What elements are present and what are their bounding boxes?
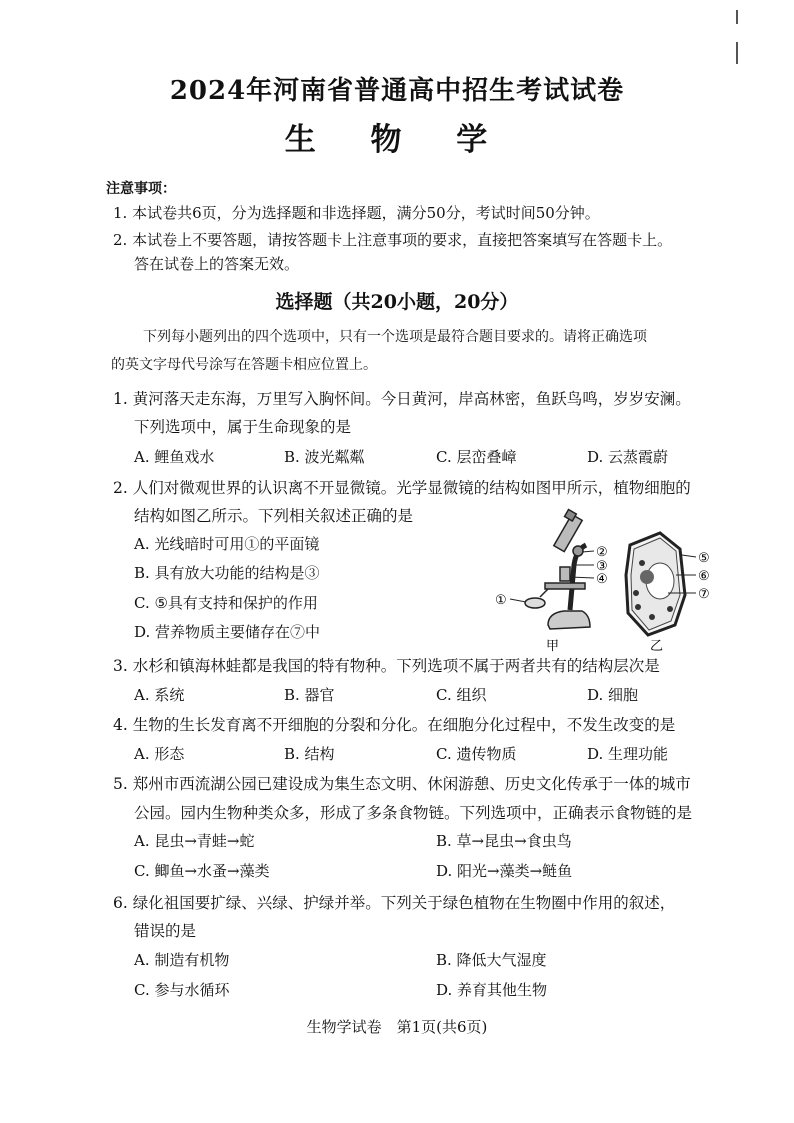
label-4: ④ xyxy=(596,572,608,587)
label-3: ③ xyxy=(596,559,608,574)
scan-mark-top xyxy=(736,10,738,24)
subject-title: 生 物 学 xyxy=(284,122,510,158)
notice-item-2-line-1: 2. 本试卷上不要答题，请按答题卡上注意事项的要求，直接把答案填写在答题卡上。 xyxy=(113,231,673,249)
question-2-line-1: 2. 人们对微观世界的认识离不开显微镜。光学显微镜的结构如图甲所示，植物细胞的 xyxy=(113,479,691,497)
question-3-option-b: B. 器官 xyxy=(284,686,335,704)
label-1: ① xyxy=(495,593,507,608)
question-2-line-2: 结构如图乙所示。下列相关叙述正确的是 xyxy=(134,507,414,525)
question-3-option-d: D. 细胞 xyxy=(587,686,639,704)
notice-item-2-line-2: 答在试卷上的答案无效。 xyxy=(134,255,300,273)
scan-mark-lower xyxy=(736,42,738,64)
label-7: ⑦ xyxy=(698,587,710,602)
exam-title: 2024年河南省普通高中招生考试试卷 xyxy=(169,76,625,106)
question-6-option-d: D. 养育其他生物 xyxy=(436,981,548,999)
question-3-line-1: 3. 水杉和镇海林蛙都是我国的特有物种。下列选项不属于两者共有的结构层次是 xyxy=(113,657,660,675)
question-5-option-b: B. 草→昆虫→食虫鸟 xyxy=(436,832,572,850)
question-6-option-a: A. 制造有机物 xyxy=(134,951,230,969)
question-6-option-b: B. 降低大气湿度 xyxy=(436,951,547,969)
page-footer: 生物学试卷 第1页(共6页) xyxy=(306,1018,488,1036)
question-5-option-a: A. 昆虫→青蛙→蛇 xyxy=(134,832,255,850)
question-4-option-a: A. 形态 xyxy=(134,745,185,763)
microscope-drawing xyxy=(525,510,590,629)
question-4-option-c: C. 遗传物质 xyxy=(436,745,517,763)
question-1-line-2: 下列选项中，属于生命现象的是 xyxy=(134,418,352,436)
question-1-option-b: B. 波光粼粼 xyxy=(284,448,365,466)
question-4-line-1: 4. 生物的生长发育离不开细胞的分裂和分化。在细胞分化过程中，不发生改变的是 xyxy=(113,716,676,734)
question-1-option-a: A. 鲤鱼戏水 xyxy=(134,448,215,466)
question-5-option-c: C. 鲫鱼→水蚤→藻类 xyxy=(134,862,270,880)
microscope-and-cell-diagram xyxy=(490,505,720,655)
caption-yi: 乙 xyxy=(650,639,664,654)
label-6: ⑥ xyxy=(698,569,710,584)
question-6-line-1: 6. 绿化祖国要扩绿、兴绿、护绿并举。下列关于绿色植物在生物圈中作用的叙述， xyxy=(113,894,676,912)
notice-heading: 注意事项： xyxy=(106,181,176,197)
question-5-option-d: D. 阳光→藻类→鲢鱼 xyxy=(436,862,573,880)
caption-jia: 甲 xyxy=(546,639,560,654)
label-2: ② xyxy=(596,545,608,560)
label-5: ⑤ xyxy=(698,551,710,566)
section-instruction-line-1: 下列每小题列出的四个选项中，只有一个选项是最符合题目要求的。请将正确选项 xyxy=(143,329,647,345)
question-4-option-b: B. 结构 xyxy=(284,745,335,763)
question-1-option-d: D. 云蒸霞蔚 xyxy=(587,448,669,466)
question-1-option-c: C. 层峦叠嶂 xyxy=(436,448,517,466)
question-3-option-c: C. 组织 xyxy=(436,686,487,704)
question-2-option-c: C. ⑤具有支持和保护的作用 xyxy=(134,594,318,612)
plant-cell-drawing xyxy=(626,533,685,635)
question-5-line-2: 公园。园内生物种类众多，形成了多条食物链。下列选项中，正确表示食物链的是 xyxy=(134,804,693,822)
question-2-option-d: D. 营养物质主要储存在⑦中 xyxy=(134,623,321,641)
notice-item-1: 1. 本试卷共6页，分为选择题和非选择题，满分50分，考试时间50分钟。 xyxy=(113,204,600,222)
question-6-option-c: C. 参与水循环 xyxy=(134,981,230,999)
question-6-line-2: 错误的是 xyxy=(134,922,197,940)
question-1-line-1: 1. 黄河落天走东海，万里写入胸怀间。今日黄河，岸高林密，鱼跃鸟鸣，岁岁安澜。 xyxy=(113,390,691,408)
question-5-line-1: 5. 郑州市西流湖公园已建设成为集生态文明、休闲游憩、历史文化传承于一体的城市 xyxy=(113,775,691,793)
question-3-option-a: A. 系统 xyxy=(134,686,185,704)
section-title: 选择题（共20小题，20分） xyxy=(275,291,519,313)
question-2-option-a: A. 光线暗时可用①的平面镜 xyxy=(134,535,320,553)
question-4-option-d: D. 生理功能 xyxy=(587,745,669,763)
question-2-figure xyxy=(490,505,720,655)
question-2-option-b: B. 具有放大功能的结构是③ xyxy=(134,564,320,582)
section-instruction-line-2: 的英文字母代号涂写在答题卡相应位置上。 xyxy=(111,357,377,373)
